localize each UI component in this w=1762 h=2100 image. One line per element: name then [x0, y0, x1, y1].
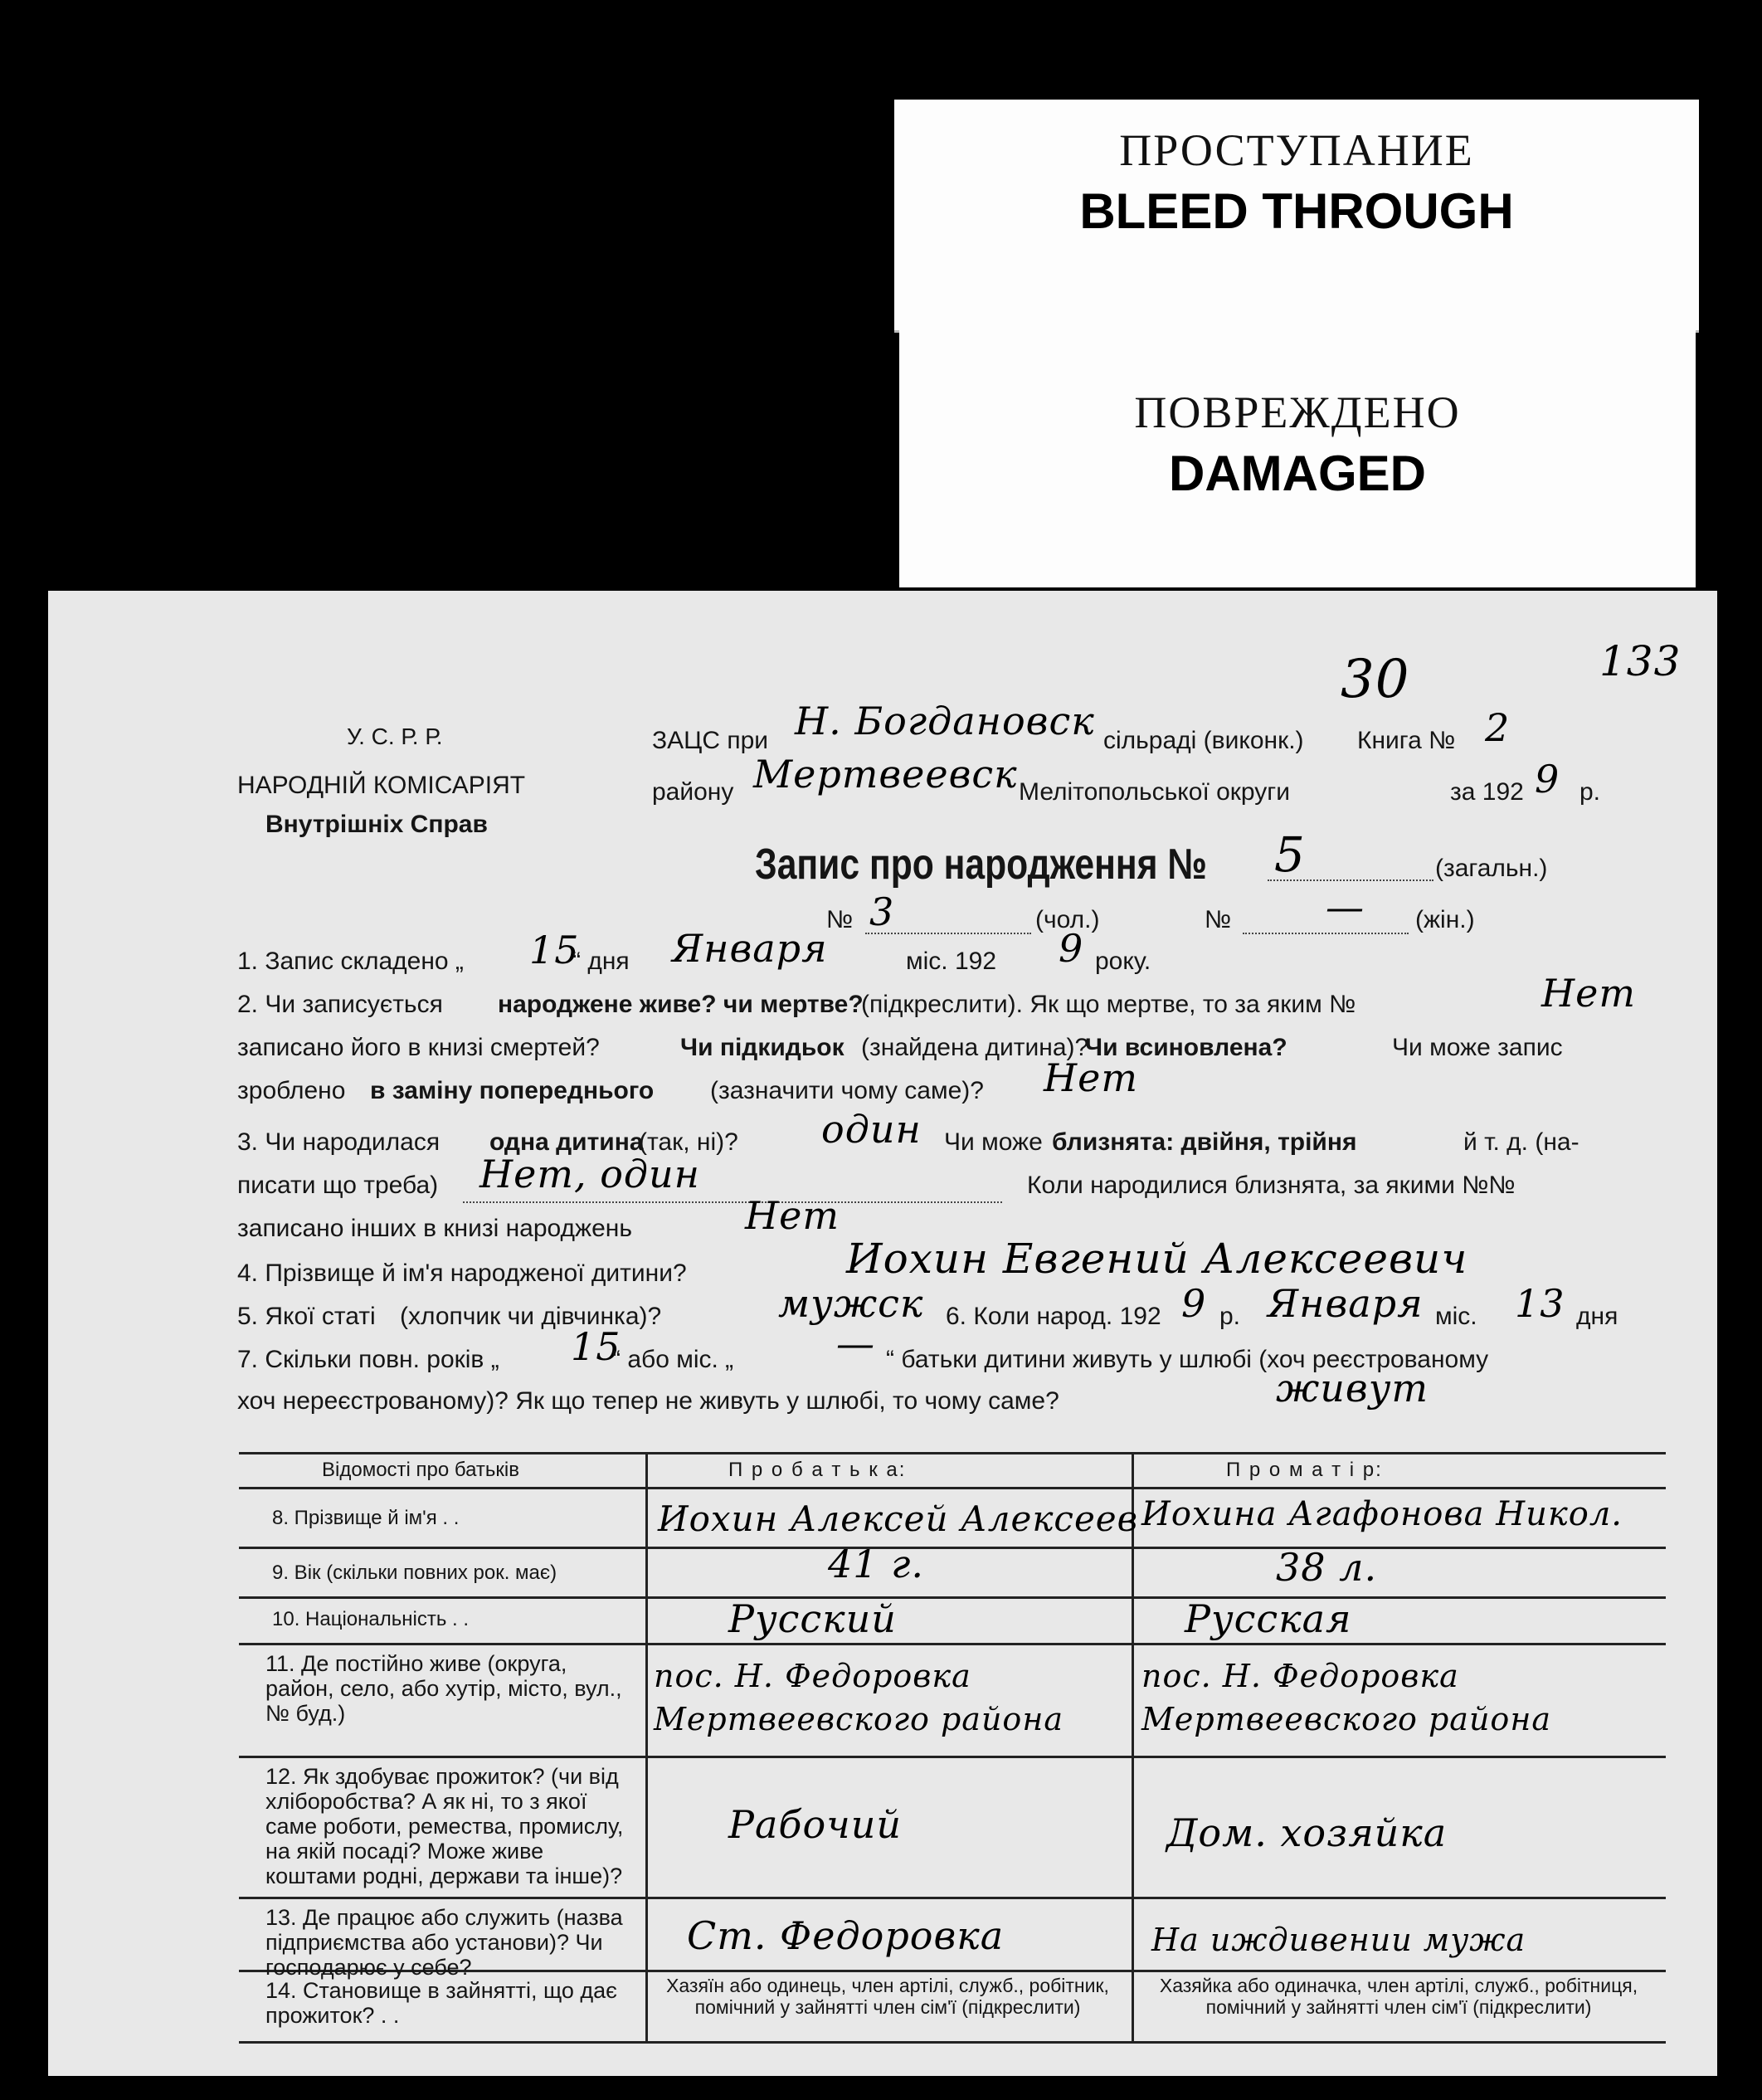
row-13-mother: На иждивении мужа	[1151, 1922, 1526, 1958]
row-12-line	[239, 1897, 1666, 1899]
row-13-label: 13. Де працює або служить (назва підприємства або установи)? Чи господарює у себе?	[265, 1905, 623, 1980]
q1-month: Января	[672, 926, 828, 971]
table-top-line	[239, 1452, 1666, 1454]
commissariat-label: НАРОДНІЙ КОМІСАРІЯТ	[237, 772, 526, 799]
q3-line1-f: й т. д. (на-	[1463, 1128, 1579, 1156]
q2-line1-a: 2. Чи записується	[237, 991, 443, 1018]
zags-prefix: ЗАЦС при	[652, 727, 769, 754]
row-11-line	[239, 1756, 1666, 1758]
year-label: за 192	[1450, 778, 1524, 806]
q2-line1-c: (підкреслити). Як що мертве, то за яким №	[861, 991, 1356, 1018]
q3-line1-d: Чи може	[944, 1128, 1043, 1156]
row-10-line	[239, 1643, 1666, 1645]
row-8-father: Иохин Алексей Алексеев	[658, 1498, 1139, 1539]
row-10-father: Русский	[728, 1596, 897, 1641]
q2-line3-c: (зазначити чому саме)?	[710, 1077, 984, 1104]
year-digit: 9	[1535, 757, 1560, 802]
q3-line2-a: писати що треба)	[237, 1172, 439, 1199]
q6-month: Января	[1268, 1281, 1424, 1326]
q5-text-b: (хлопчик чи дівчинка)?	[400, 1303, 662, 1330]
row-9-line	[239, 1596, 1666, 1599]
q7-text-a: 7. Скільки повн. років „	[237, 1346, 499, 1373]
q6-text-d: дня	[1576, 1303, 1618, 1330]
q4-answer: Иохин Евгений Алексеевич	[846, 1235, 1468, 1283]
female-number-line	[1243, 933, 1409, 934]
record-number: 5	[1274, 826, 1306, 883]
q1-text-c: міс. 192	[906, 948, 997, 975]
republic-label: У. С. Р. Р.	[347, 724, 443, 749]
handwritten-page-number: 30	[1341, 649, 1410, 710]
q7-text-b: “ або міс. „	[612, 1346, 734, 1373]
table-header-line	[239, 1487, 1666, 1489]
q2-line2-c: (знайдена дитина)?	[861, 1034, 1089, 1061]
book-label: Книга №	[1357, 727, 1456, 754]
q5-text-a: 5. Якої статі	[237, 1303, 376, 1330]
male-number: 3	[869, 889, 895, 934]
corner-page-number: 133	[1599, 637, 1682, 685]
q3-answer-3: Нет	[745, 1193, 840, 1238]
row-13-father: Ст. Федоровка	[687, 1913, 1005, 1958]
row-9-father: 41 г.	[828, 1542, 925, 1586]
zags-suffix: сільраді (виконк.)	[1103, 727, 1304, 754]
table-divider-right	[1132, 1452, 1134, 2043]
row-8-label: 8. Прізвище й ім'я . .	[272, 1507, 460, 1529]
male-number-line	[865, 933, 1031, 934]
table-divider-left	[645, 1452, 648, 2043]
row-9-mother: 38 л.	[1276, 1545, 1378, 1590]
ministry-label: Внутрішніх Справ	[265, 811, 488, 838]
q7-months: —	[836, 1321, 875, 1366]
female-number: —	[1326, 884, 1365, 929]
female-no-label: №	[1205, 906, 1232, 933]
q4-text: 4. Прізвище й ім'я народженої дитини?	[237, 1260, 687, 1287]
damaged-label	[899, 330, 1696, 587]
q2-line2-d: Чи всиновлена?	[1085, 1034, 1287, 1061]
q2-line3-a: зроблено	[237, 1077, 346, 1104]
q2-line2-b: Чи підкидьок	[680, 1034, 844, 1061]
q3-answer-2-line	[463, 1201, 1002, 1203]
record-title: Запис про народження №	[755, 840, 1207, 889]
general-label: (загальн.)	[1435, 855, 1548, 882]
q1-day: 15	[529, 928, 580, 972]
row-11-label: 11. Де постійно живе (округа, район, село, або хутір, місто, вул., № буд.)	[265, 1651, 622, 1726]
row-9-label: 9. Вік (скільки повних рок. має)	[272, 1562, 557, 1584]
bleed-through-label	[894, 100, 1699, 333]
row-10-label: 10. Національність . .	[272, 1608, 469, 1630]
q3-line1-c: (так, ні)?	[639, 1128, 738, 1156]
row-8-mother: Иохина Агафонова Никол.	[1141, 1495, 1623, 1533]
q2-line3-b: в заміну попереднього	[370, 1077, 655, 1104]
year-suffix: р.	[1579, 778, 1601, 806]
row-12-father: Рабочий	[728, 1802, 903, 1847]
q7-line2: хоч нереєстрованому)? Як що тепер не живуть у шлюбі, то чому саме?	[237, 1387, 1059, 1415]
q1-text-d: року.	[1095, 948, 1151, 975]
q1-text-b: “ дня	[572, 948, 630, 975]
zags-village: Н. Богдановск	[795, 699, 1095, 743]
damaged-ru: ПОВРЕЖДЕНО	[1134, 387, 1461, 437]
row-11-father: пос. Н. Федоровка Мертвеевского района	[654, 1658, 1064, 1737]
q7-years: 15	[571, 1324, 621, 1369]
row-12-label: 12. Як здобуває прожиток? (чи від хліборобства? А як ні, то з якої саме роботи, ремества, промислу, на якій посаді? Може живе коштами родні, держави та інше)?	[265, 1764, 624, 1888]
q1-text-a: 1. Запис складено „	[237, 948, 464, 975]
okruha-label: Мелітопольської округи	[1019, 778, 1290, 806]
q2-answer-1: Нет	[1541, 971, 1636, 1016]
q3-line2-b: Коли народилися близнята, за якими №№	[1027, 1172, 1516, 1199]
q2-answer-2: Нет	[1044, 1055, 1138, 1100]
table-bottom-line	[239, 2041, 1666, 2044]
damaged-en: DAMAGED	[1169, 446, 1426, 501]
q7-answer: живут	[1276, 1366, 1429, 1411]
row-14-father: Хазяїн або одинець, член артілі, служб., робітник, помічний у зайнятті член сім'ї (підкреслити)	[666, 1975, 1109, 2018]
row-12-mother: Дом. хозяйка	[1166, 1810, 1448, 1855]
q2-line2-a: записано його в книзі смертей?	[237, 1034, 600, 1061]
row-11-mother: пос. Н. Федоровка Мертвеевского района	[1141, 1658, 1551, 1737]
q2-line2-e: Чи може запис	[1392, 1034, 1563, 1061]
bleed-through-en: BLEED THROUGH	[1079, 183, 1514, 239]
female-label: (жін.)	[1415, 906, 1475, 933]
col-header-father: П р о б а т ь к а:	[728, 1459, 907, 1481]
q5-answer: мужск	[778, 1281, 924, 1326]
q6-day: 13	[1515, 1281, 1565, 1326]
q7-text-c: “ батьки дитини живуть у шлюбі (хоч реєстрованому	[886, 1346, 1489, 1373]
row-14-mother: Хазяйка або одиначка, член артілі, служб., робітниця, помічний у зайнятті член сім'ї (підкреслити)	[1159, 1975, 1638, 2018]
male-label: (чол.)	[1035, 906, 1100, 933]
district-label: району	[652, 778, 734, 806]
row-14-label: 14. Становище в зайнятті, що дає прожиток? . .	[265, 1978, 617, 2028]
q3-answer-1: один	[821, 1107, 922, 1152]
q6-year: 9	[1181, 1281, 1207, 1326]
q3-line3-a: записано інших в книзі народжень	[237, 1215, 633, 1242]
q6-text-a: 6. Коли народ. 192	[946, 1303, 1161, 1330]
record-number-line	[1268, 879, 1433, 881]
q3-answer-2: Нет, один	[479, 1152, 700, 1196]
birth-record-form	[48, 591, 1717, 2076]
q3-line1-a: 3. Чи народилася	[237, 1128, 440, 1156]
male-no-label: №	[826, 906, 854, 933]
q3-line1-b: одна дитина	[489, 1128, 644, 1156]
q3-line1-e: близнята: двійня, трійня	[1052, 1128, 1357, 1156]
bleed-through-ru: ПРОСТУПАНИЕ	[1119, 125, 1474, 175]
q6-text-c: міс.	[1435, 1303, 1477, 1330]
col-header-info: Відомості про батьків	[322, 1459, 519, 1481]
q1-year: 9	[1059, 926, 1084, 971]
district-value: Мертвеевск	[753, 752, 1018, 797]
row-8-line	[239, 1547, 1666, 1549]
q6-text-b: р.	[1219, 1303, 1241, 1330]
col-header-mother: П р о м а т і р:	[1226, 1459, 1383, 1481]
book-number: 2	[1485, 705, 1511, 750]
q2-line1-b: народжене живе? чи мертве?	[498, 991, 864, 1018]
row-10-mother: Русская	[1185, 1596, 1352, 1641]
